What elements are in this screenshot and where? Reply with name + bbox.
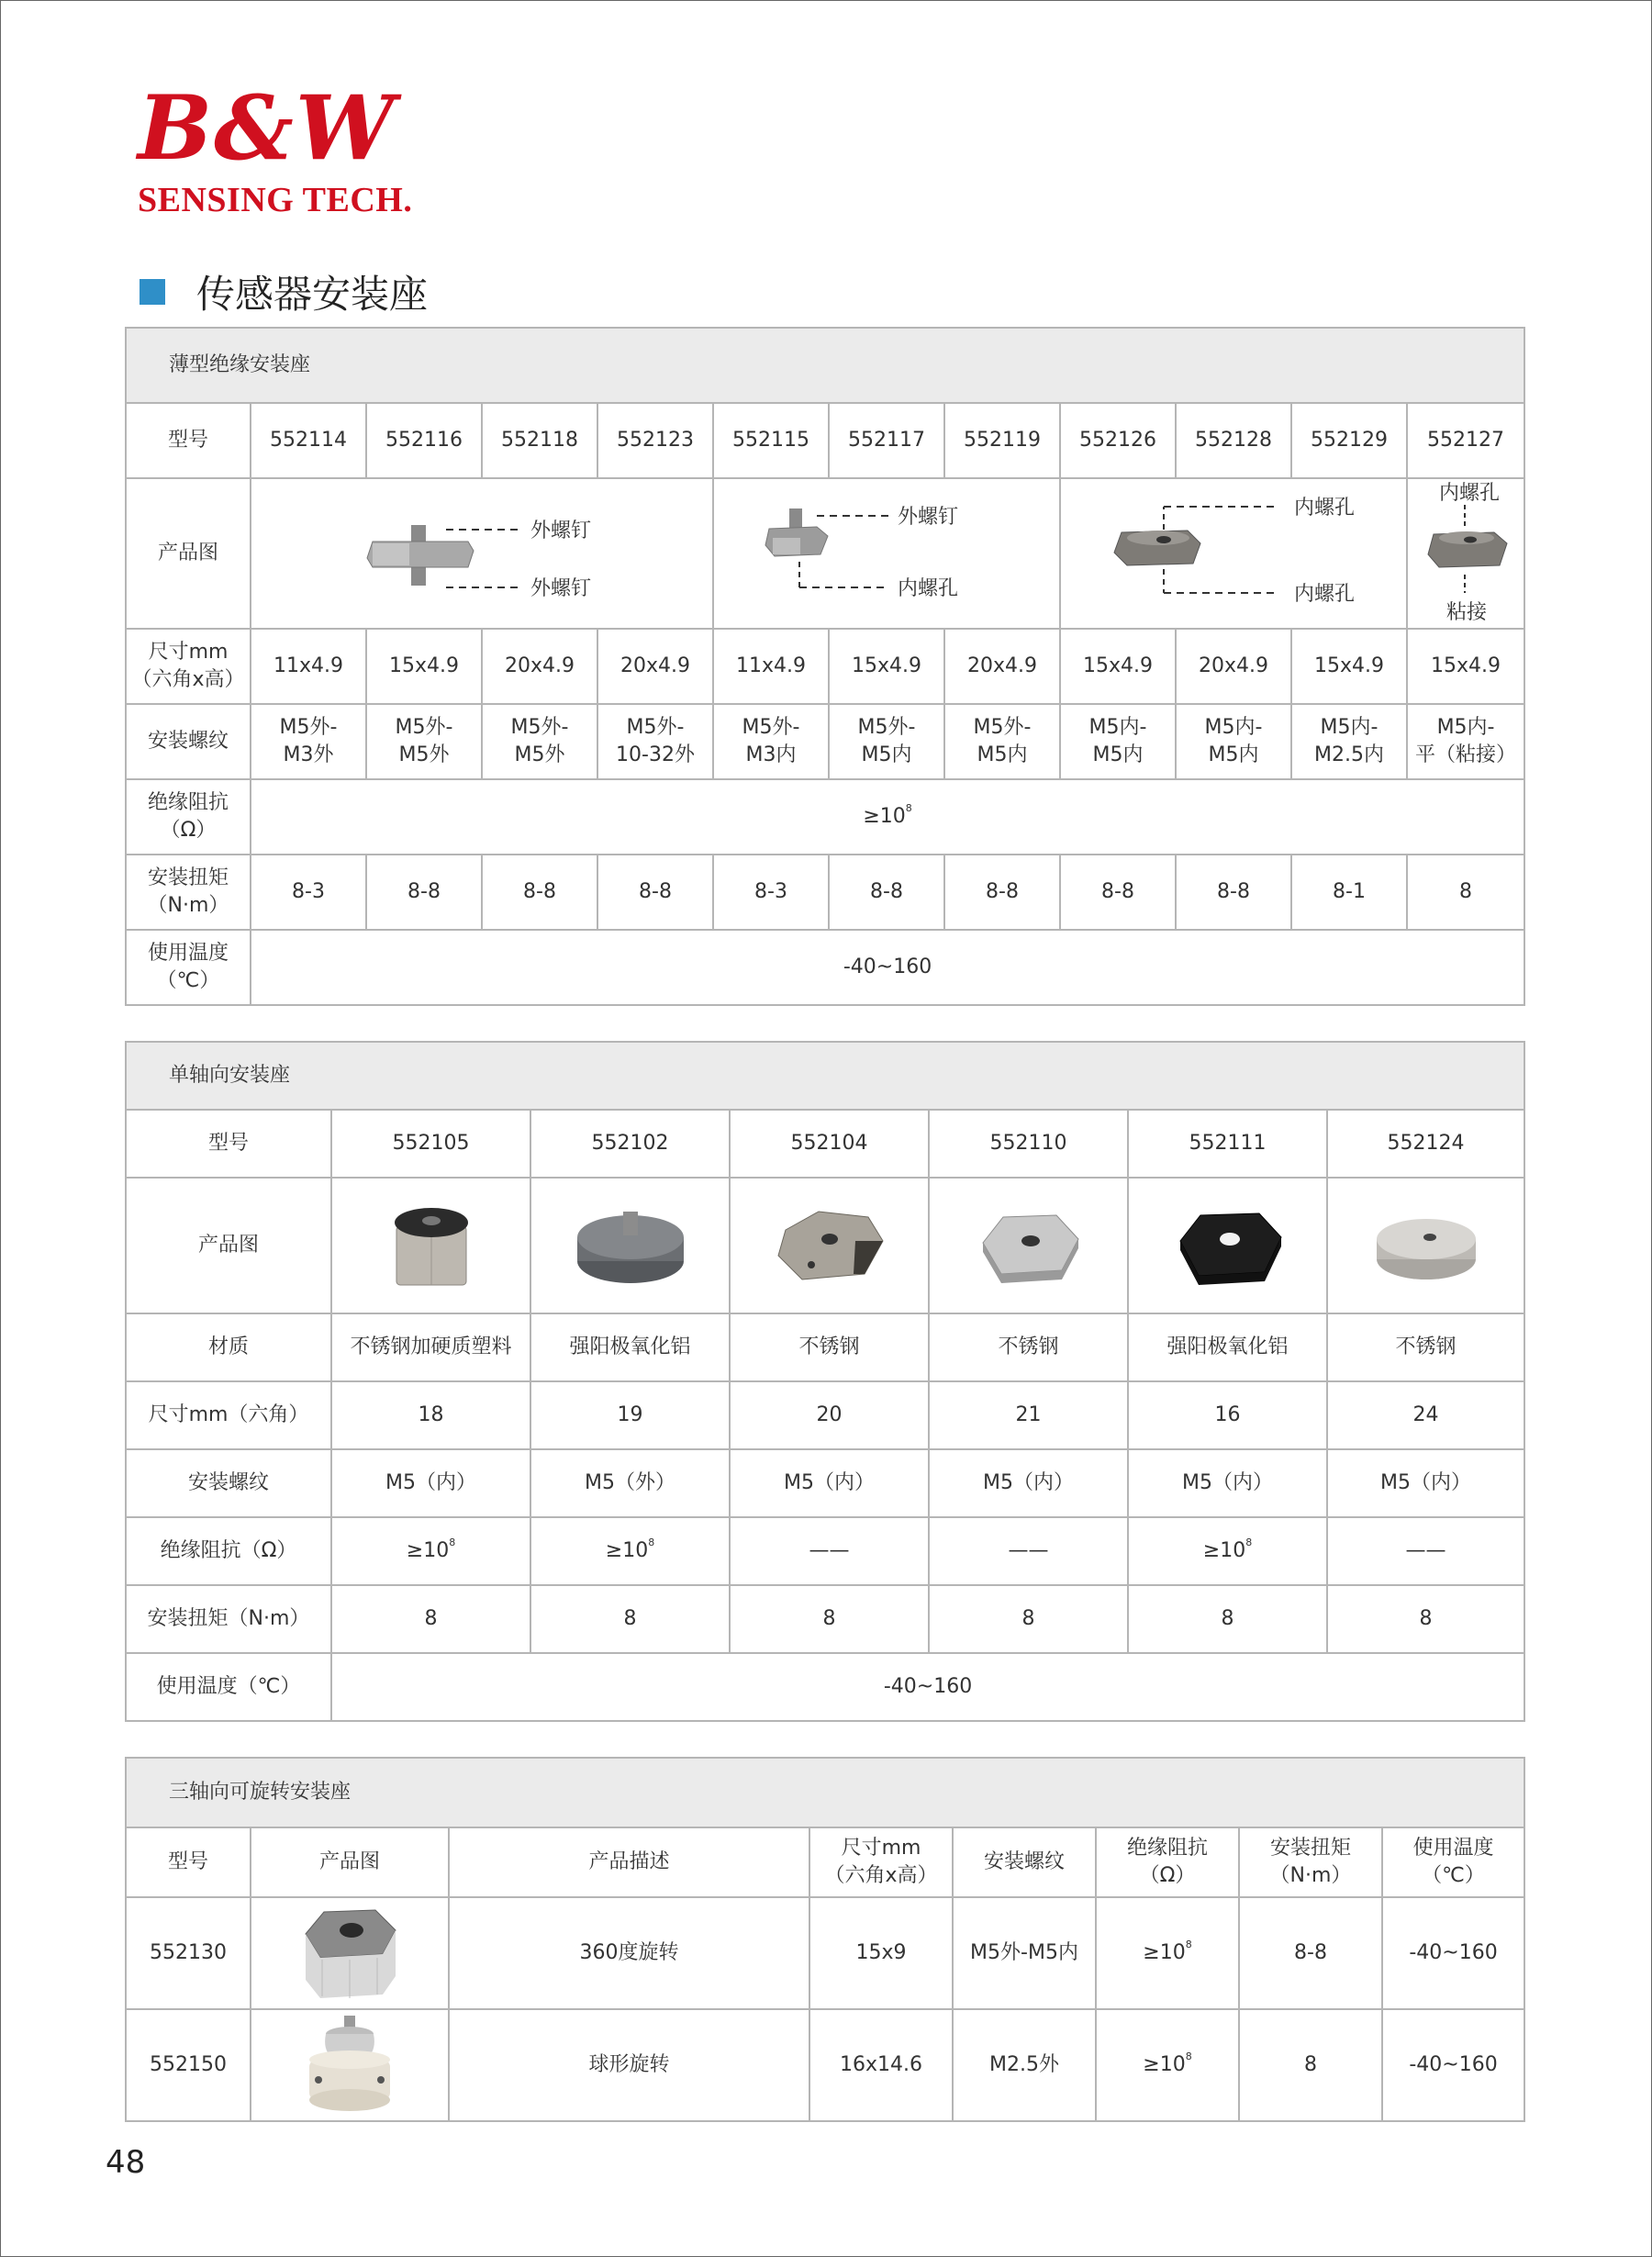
row-desc: 360度旋转 [449, 1897, 809, 2009]
material-value: 不锈钢 [1327, 1313, 1524, 1381]
size-value: 20x4.9 [944, 629, 1060, 704]
material-value: 不锈钢 [929, 1313, 1128, 1381]
thread-value: M5（内） [1128, 1449, 1327, 1517]
insulation-value [331, 1517, 530, 1585]
mount-552105-illustration [376, 1195, 486, 1296]
table1-label-model: 型号 [126, 403, 251, 478]
value-exp: 8 [1185, 1938, 1192, 1950]
model-number: 552117 [829, 403, 944, 478]
model-number: 552111 [1128, 1110, 1327, 1178]
torque-value: 8-1 [1291, 855, 1407, 930]
size-value: 15x4.9 [1291, 629, 1407, 704]
cell-line: M5内 [1208, 743, 1259, 766]
torque-value: 8 [1407, 855, 1524, 930]
thread-value [1291, 704, 1407, 779]
torque-value: 8-3 [251, 855, 366, 930]
table3-header-image: 产品图 [251, 1827, 449, 1897]
model-number: 552118 [482, 403, 597, 478]
table2-label-image: 产品图 [126, 1178, 331, 1313]
thread-value [1407, 704, 1524, 779]
callout-g3-bottom: 内螺孔 [1294, 583, 1356, 606]
value-base: ≥10 [1202, 1538, 1246, 1562]
torque-value: 8 [331, 1585, 530, 1653]
size-value: 20 [730, 1381, 929, 1449]
table1-label-size [126, 629, 251, 704]
thread-value: M5（内） [730, 1449, 929, 1517]
header-line: （℃） [1422, 1864, 1485, 1887]
cell-line: 10-32外 [616, 743, 695, 766]
table2-label-torque: 安装扭矩（N·m） [126, 1585, 331, 1653]
mount-552102-illustration [566, 1195, 695, 1296]
model-number: 552116 [366, 403, 482, 478]
thread-value [829, 704, 944, 779]
label-line: 绝缘阻抗 [147, 790, 229, 814]
torque-value: 8-8 [829, 855, 944, 930]
value-base: —— [1405, 1538, 1446, 1562]
row-insulation [1096, 2009, 1239, 2121]
thread-value [366, 704, 482, 779]
value-base: ≥10 [863, 804, 906, 828]
size-value: 20x4.9 [597, 629, 713, 704]
product-image-group-2 [713, 478, 1060, 629]
table2-label-insulation: 绝缘阻抗（Ω） [126, 1517, 331, 1585]
thread-value [251, 704, 366, 779]
cell-line: M5内- [1436, 715, 1495, 739]
size-value: 15x4.9 [1060, 629, 1176, 704]
logo-mark: B&W [138, 76, 396, 180]
thread-value [482, 704, 597, 779]
size-value: 15x4.9 [366, 629, 482, 704]
table2-label-thread: 安装螺纹 [126, 1449, 331, 1517]
row-model: 552150 [126, 2009, 251, 2121]
callout-g1-top: 外螺钉 [530, 520, 592, 542]
torque-value: 8 [730, 1585, 929, 1653]
size-value: 20x4.9 [1176, 629, 1291, 704]
header-line: （N·m） [1269, 1864, 1352, 1887]
callout-g1-bottom: 外螺钉 [530, 577, 592, 600]
model-number: 552114 [251, 403, 366, 478]
model-number: 552124 [1327, 1110, 1524, 1178]
table3-header-desc: 产品描述 [449, 1827, 809, 1897]
cell-line: M5外 [398, 743, 450, 766]
row-insulation [1096, 1897, 1239, 2009]
thread-value: M5（内） [331, 1449, 530, 1517]
value-base: —— [1008, 1538, 1049, 1562]
model-number: 552115 [713, 403, 829, 478]
torque-value: 8 [1128, 1585, 1327, 1653]
table2-title: 单轴向安装座 [126, 1042, 1524, 1110]
model-number: 552105 [331, 1110, 530, 1178]
material-value: 强阳极氧化铝 [1128, 1313, 1327, 1381]
callout-g4-top: 内螺孔 [1439, 482, 1501, 505]
cell-line: M5内- [1320, 715, 1379, 739]
product-image-552105 [331, 1178, 530, 1313]
thread-value [713, 704, 829, 779]
size-value: 20x4.9 [482, 629, 597, 704]
insulation-value [530, 1517, 730, 1585]
header-line: 绝缘阻抗 [1126, 1836, 1208, 1860]
row-torque: 8-8 [1239, 1897, 1382, 2009]
table1-label-thread: 安装螺纹 [126, 704, 251, 779]
cell-line: M2.5内 [1314, 743, 1384, 766]
callout-g3-top: 内螺孔 [1294, 497, 1356, 520]
table1-label-insulation [126, 779, 251, 855]
table3-header-size [809, 1827, 953, 1897]
insulation-value [1327, 1517, 1524, 1585]
product-image-group-3 [1060, 478, 1407, 629]
cell-line: M5外- [626, 715, 685, 739]
mount-ext-int-illustration [714, 479, 1061, 626]
table1-insulation-value [251, 779, 1524, 855]
torque-value: 8-8 [1060, 855, 1176, 930]
value-exp: 8 [1185, 2050, 1192, 2062]
value-exp: 8 [648, 1536, 655, 1548]
cell-line: M5外 [514, 743, 565, 766]
label-line: 安装扭矩 [147, 866, 229, 889]
size-value: 11x4.9 [251, 629, 366, 704]
cell-line: M5外- [279, 715, 338, 739]
insulation-value [730, 1517, 929, 1585]
header-line: 使用温度 [1412, 1836, 1494, 1860]
value-base: ≥10 [406, 1538, 450, 1562]
table3-header-temp [1382, 1827, 1524, 1897]
torque-value: 8-8 [597, 855, 713, 930]
size-value: 18 [331, 1381, 530, 1449]
insulation-value [1128, 1517, 1327, 1585]
section-heading [140, 264, 428, 319]
table2-label-temp: 使用温度（℃） [126, 1653, 331, 1721]
cell-line: M5内 [1092, 743, 1144, 766]
row-torque: 8 [1239, 2009, 1382, 2121]
size-value: 16 [1128, 1381, 1327, 1449]
product-image-552124 [1327, 1178, 1524, 1313]
product-image-group-4 [1407, 478, 1524, 629]
thread-value [597, 704, 713, 779]
row-size: 15x9 [809, 1897, 953, 2009]
torque-value: 8-3 [713, 855, 829, 930]
table1-temp-value: -40~160 [251, 930, 1524, 1005]
thread-value [1176, 704, 1291, 779]
table3-row [126, 1897, 1524, 2009]
product-image-552102 [530, 1178, 730, 1313]
table2-temp-value: -40~160 [331, 1653, 1524, 1721]
row-temp: -40~160 [1382, 1897, 1524, 2009]
thread-value: M5（内） [1327, 1449, 1524, 1517]
torque-value: 8-8 [482, 855, 597, 930]
row-desc: 球形旋转 [449, 2009, 809, 2121]
model-number: 552110 [929, 1110, 1128, 1178]
header-line: 尺寸mm [841, 1836, 921, 1860]
label-line: （Ω） [160, 819, 217, 842]
product-image-group-1 [251, 478, 713, 629]
thread-value: M5（外） [530, 1449, 730, 1517]
label-line: （六角x高） [131, 668, 245, 691]
torque-value: 8 [1327, 1585, 1524, 1653]
product-image-552104 [730, 1178, 929, 1313]
triaxial-rotatable-mount-table [125, 1757, 1525, 2122]
cell-line: M3内 [745, 743, 797, 766]
value-base: ≥10 [1143, 2052, 1186, 2076]
row-model: 552130 [126, 1897, 251, 2009]
cell-line: M5内 [977, 743, 1028, 766]
product-image-552130 [251, 1897, 449, 2009]
mount-552111-illustration [1164, 1195, 1292, 1296]
mount-int-flat-illustration [1408, 479, 1525, 626]
cell-line: M5内- [1204, 715, 1263, 739]
label-line: （N·m） [147, 894, 229, 917]
value-base: —— [809, 1538, 850, 1562]
model-number: 552127 [1407, 403, 1524, 478]
torque-value: 8-8 [366, 855, 482, 930]
callout-g2-bottom: 内螺孔 [898, 577, 959, 600]
size-value: 15x4.9 [829, 629, 944, 704]
product-image-552150 [251, 2009, 449, 2121]
value-exp: 8 [905, 801, 912, 814]
torque-value: 8 [929, 1585, 1128, 1653]
table3-title: 三轴向可旋转安装座 [126, 1758, 1524, 1827]
cell-line: M5内- [1088, 715, 1147, 739]
model-number: 552126 [1060, 403, 1176, 478]
model-number: 552119 [944, 403, 1060, 478]
table1-title: 薄型绝缘安装座 [126, 328, 1524, 403]
header-line: （Ω） [1139, 1864, 1196, 1887]
mount-552110-illustration [965, 1195, 1093, 1296]
table3-header-model: 型号 [126, 1827, 251, 1897]
mount-ext-ext-illustration [251, 479, 714, 626]
cell-line: M5外- [510, 715, 569, 739]
model-number: 552128 [1176, 403, 1291, 478]
row-size: 16x14.6 [809, 2009, 953, 2121]
torque-value: 8-8 [1176, 855, 1291, 930]
thread-value [944, 704, 1060, 779]
table2-label-material: 材质 [126, 1313, 331, 1381]
table3-header-thread: 安装螺纹 [953, 1827, 1096, 1897]
table2-label-model: 型号 [126, 1110, 331, 1178]
header-line: 安装扭矩 [1269, 1836, 1351, 1860]
size-value: 21 [929, 1381, 1128, 1449]
size-value: 11x4.9 [713, 629, 829, 704]
mount-552104-illustration [765, 1195, 894, 1296]
product-image-552111 [1128, 1178, 1327, 1313]
table1-label-image: 产品图 [126, 478, 251, 629]
thread-value: M5（内） [929, 1449, 1128, 1517]
mount-552150-illustration [295, 2012, 405, 2118]
value-base: ≥10 [1143, 1940, 1186, 1964]
insulation-value [929, 1517, 1128, 1585]
logo-tagline: SENSING TECH. [138, 181, 413, 219]
product-image-552110 [929, 1178, 1128, 1313]
thin-insulated-mount-table [125, 327, 1525, 1006]
value-exp: 8 [1245, 1536, 1253, 1548]
thread-value [1060, 704, 1176, 779]
table1-label-torque [126, 855, 251, 930]
label-line: （℃） [156, 969, 220, 992]
value-base: ≥10 [605, 1538, 649, 1562]
heading-text: 传感器安装座 [196, 272, 429, 317]
table1-label-temp [126, 930, 251, 1005]
model-number: 552102 [530, 1110, 730, 1178]
size-value: 24 [1327, 1381, 1524, 1449]
cell-line: M5外- [973, 715, 1032, 739]
mount-552130-illustration [295, 1903, 405, 2004]
callout-g4-bottom: 粘接 [1446, 601, 1488, 624]
table2-label-size: 尺寸mm（六角） [126, 1381, 331, 1449]
size-value: 15x4.9 [1407, 629, 1524, 704]
table3-row [126, 2009, 1524, 2121]
mount-int-int-illustration [1061, 479, 1408, 626]
row-thread: M5外-M5内 [953, 1897, 1096, 2009]
row-temp: -40~160 [1382, 2009, 1524, 2121]
material-value: 不锈钢 [730, 1313, 929, 1381]
value-exp: 8 [449, 1536, 456, 1548]
label-line: 使用温度 [147, 941, 229, 965]
table3-header-insulation [1096, 1827, 1239, 1897]
torque-value: 8-8 [944, 855, 1060, 930]
page-number: 48 [106, 2144, 146, 2181]
cell-line: M3外 [283, 743, 334, 766]
row-thread: M2.5外 [953, 2009, 1096, 2121]
callout-g2-top: 外螺钉 [898, 506, 959, 529]
model-number: 552104 [730, 1110, 929, 1178]
table3-header-torque [1239, 1827, 1382, 1897]
mount-552124-illustration [1362, 1195, 1490, 1296]
cell-line: 平（粘接） [1415, 743, 1517, 766]
cell-line: M5外- [395, 715, 453, 739]
material-value: 不锈钢加硬质塑料 [331, 1313, 530, 1381]
label-line: 尺寸mm [148, 640, 229, 664]
heading-square-icon [140, 279, 165, 305]
single-axis-mount-table [125, 1041, 1525, 1722]
cell-line: M5外- [857, 715, 916, 739]
model-number: 552129 [1291, 403, 1407, 478]
brand-logo [138, 76, 413, 220]
model-number: 552123 [597, 403, 713, 478]
cell-line: M5外- [742, 715, 800, 739]
material-value: 强阳极氧化铝 [530, 1313, 730, 1381]
header-line: （六角x高） [824, 1864, 938, 1887]
cell-line: M5内 [861, 743, 912, 766]
torque-value: 8 [530, 1585, 730, 1653]
size-value: 19 [530, 1381, 730, 1449]
